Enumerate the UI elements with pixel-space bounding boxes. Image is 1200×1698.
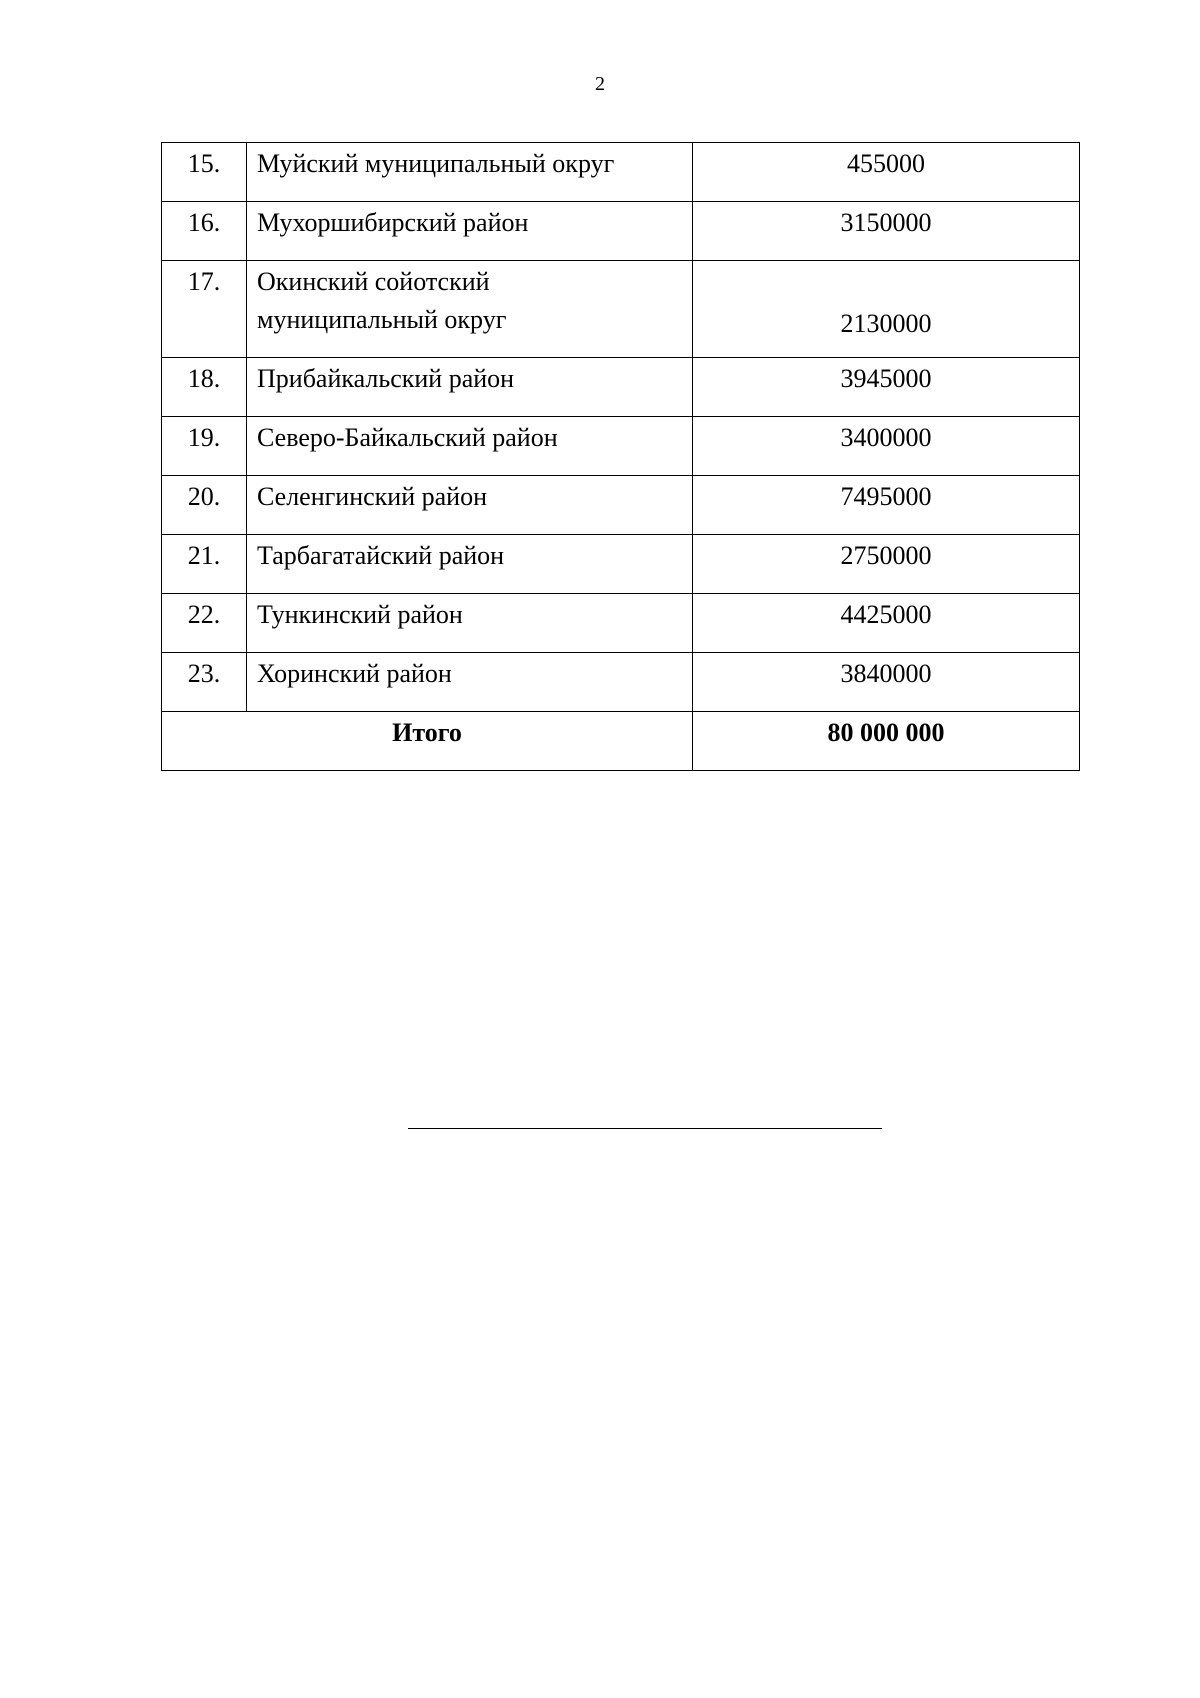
amount: 455000 [693, 143, 1080, 202]
row-number: 15. [162, 143, 247, 202]
amount: 4425000 [693, 594, 1080, 653]
table-row [162, 417, 1080, 476]
allocation-table [161, 142, 1080, 771]
row-number: 23. [162, 653, 247, 712]
municipality-name: Северо-Байкальский район [247, 417, 693, 476]
municipality-name: Мухоршибирский район [247, 202, 693, 261]
page-number: 2 [595, 73, 605, 95]
row-number: 19. [162, 417, 247, 476]
row-number: 22. [162, 594, 247, 653]
table-row [162, 653, 1080, 712]
row-number: 18. [162, 358, 247, 417]
total-amount: 80 000 000 [693, 712, 1080, 771]
municipality-name-line: Окинский сойотский [257, 267, 490, 296]
row-number: 20. [162, 476, 247, 535]
amount: 3945000 [693, 358, 1080, 417]
amount: 3400000 [693, 417, 1080, 476]
table-row [162, 143, 1080, 202]
municipality-name: Тункинский район [247, 594, 693, 653]
table-row [162, 476, 1080, 535]
table-row [162, 202, 1080, 261]
row-number: 16. [162, 202, 247, 261]
total-label: Итого [162, 712, 693, 771]
municipality-name [247, 261, 693, 358]
total-row [162, 712, 1080, 771]
municipality-name: Муйский муниципальный округ [247, 143, 693, 202]
table-row [162, 261, 1080, 358]
row-number: 17. [162, 261, 247, 358]
municipality-name: Хоринский район [247, 653, 693, 712]
amount: 3150000 [693, 202, 1080, 261]
row-number: 21. [162, 535, 247, 594]
table-row [162, 535, 1080, 594]
municipality-name: Прибайкальский район [247, 358, 693, 417]
amount: 2750000 [693, 535, 1080, 594]
municipality-name: Тарбагатайский район [247, 535, 693, 594]
amount: 2130000 [693, 261, 1080, 358]
municipality-name-line: муниципальный округ [257, 305, 507, 334]
amount: 3840000 [693, 653, 1080, 712]
amount: 7495000 [693, 476, 1080, 535]
municipality-name: Селенгинский район [247, 476, 693, 535]
end-of-document-rule [408, 1128, 882, 1129]
table-row [162, 594, 1080, 653]
table-row [162, 358, 1080, 417]
